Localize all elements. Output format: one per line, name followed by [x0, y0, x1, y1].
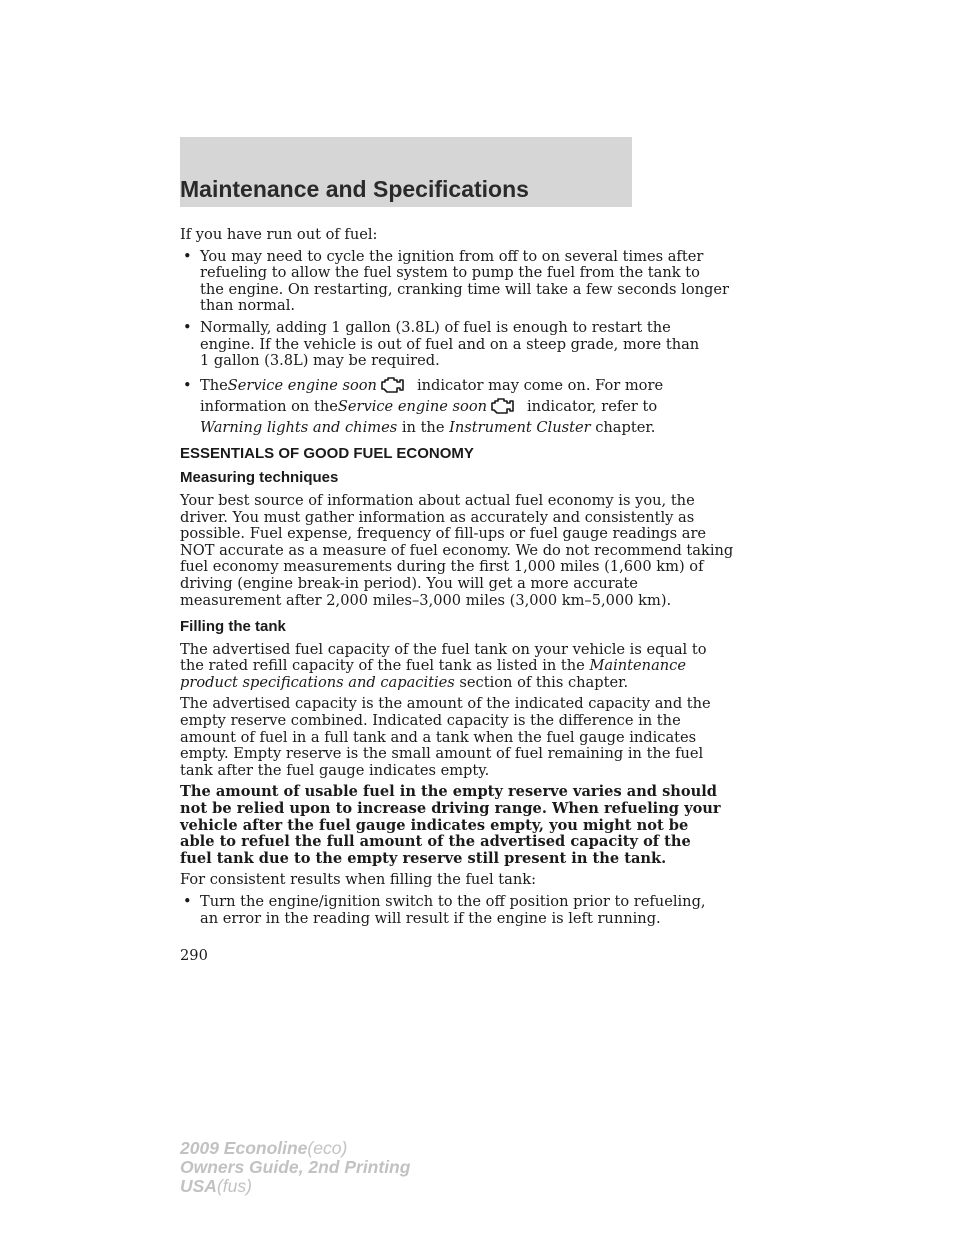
bullet-add-gallon: • Normally, adding 1 gallon (3.8L) of fuel is enough to restart the engine. If the vehicle is out of fuel and on a steep grade, more than 1 gallon (3.8L) may be required. [183, 318, 700, 370]
page-content [180, 226, 734, 932]
bullet-cycle-ignition: • You may need to cycle the ignition from off to on several times after refueling to allow the fuel system to pump the fuel from the tank to the engine. On restarting, cranking time will take a few seconds longer than normal. [183, 247, 729, 315]
footer-imprint: 2009 Econoline(eco) Owners Guide, 2nd Printing USA(fus) [180, 1138, 411, 1196]
maintenance-ref: Maintenance [589, 657, 686, 675]
filling-paragraph-1: The advertised fuel capacity of the fuel tank on your vehicle is equal to the rated refill capacity of the fuel tank as listed in the Maintenance product specifications and capacities section of this chapter. [180, 640, 707, 691]
measuring-paragraph: Your best source of information about actual fuel economy is you, the driver. You must gather information as accurately and consistently as possible. Fuel expense, frequency of fill-ups or fuel gauge readings are NOT accurate as a measure of fuel economy. We do not recommend taking fuel economy measurements during the first 1,000 miles (1,600 km) of driving (engine break-in period). You will get a more accurate measurement after 2,000 miles–3,000 miles (3,000 km–5,000 km). [180, 491, 734, 609]
check-engine-icon [379, 376, 405, 394]
consistent-results-intro: For consistent results when filling the fuel tank: [180, 871, 536, 889]
bullet-dot: • [183, 376, 192, 394]
bullet-dot: • [183, 318, 192, 336]
page-number: 290 [180, 947, 208, 964]
heading-measuring: Measuring techniques [180, 469, 339, 487]
bullet-turn-off-engine: • Turn the engine/ignition switch to the off position prior to refueling, an error in the reading will result if the engine is left running. [183, 893, 706, 927]
check-engine-icon [489, 397, 515, 415]
empty-reserve-warning: The amount of usable fuel in the empty reserve varies and should not be relied upon to increase driving range. When refueling your vehicle after the fuel gauge indicates empty, you might not be able to refuel the full amount of the advertised capacity of the fuel tank due to the empty reserve still present in the tank. [180, 783, 721, 867]
heading-essentials: ESSENTIALS OF GOOD FUEL ECONOMY [180, 444, 474, 462]
bullet-dot: • [183, 893, 192, 910]
filling-paragraph-2: The advertised capacity is the amount of the indicated capacity and the empty reserve combined. Indicated capacity is the difference in the amount of fuel in a full tank and a tank when the fuel gauge indicates empty. Empty reserve is the small amount of fuel remaining in the fuel tank after the fuel gauge indicates empty. [180, 695, 711, 779]
service-engine-soon-ref: Service engine soon [227, 376, 377, 394]
section-title: Maintenance and Specifications [180, 176, 529, 202]
heading-filling: Filling the tank [180, 618, 286, 636]
product-specs-ref: product specifications and capacities [180, 673, 455, 691]
instrument-cluster-ref: Instrument Cluster [449, 418, 591, 436]
warning-lights-ref: Warning lights and chimes [200, 418, 398, 436]
intro-text: If you have run out of fuel: [180, 226, 378, 243]
service-engine-soon-ref-2: Service engine soon [337, 397, 488, 415]
bullet-service-engine: • TheService engine soon indicator may come on. For more information on theService engine soon indicator, refer to Warning lights and chimes in the Instrument Cluster chapter. [183, 376, 664, 436]
bullet-dot: • [183, 247, 192, 265]
